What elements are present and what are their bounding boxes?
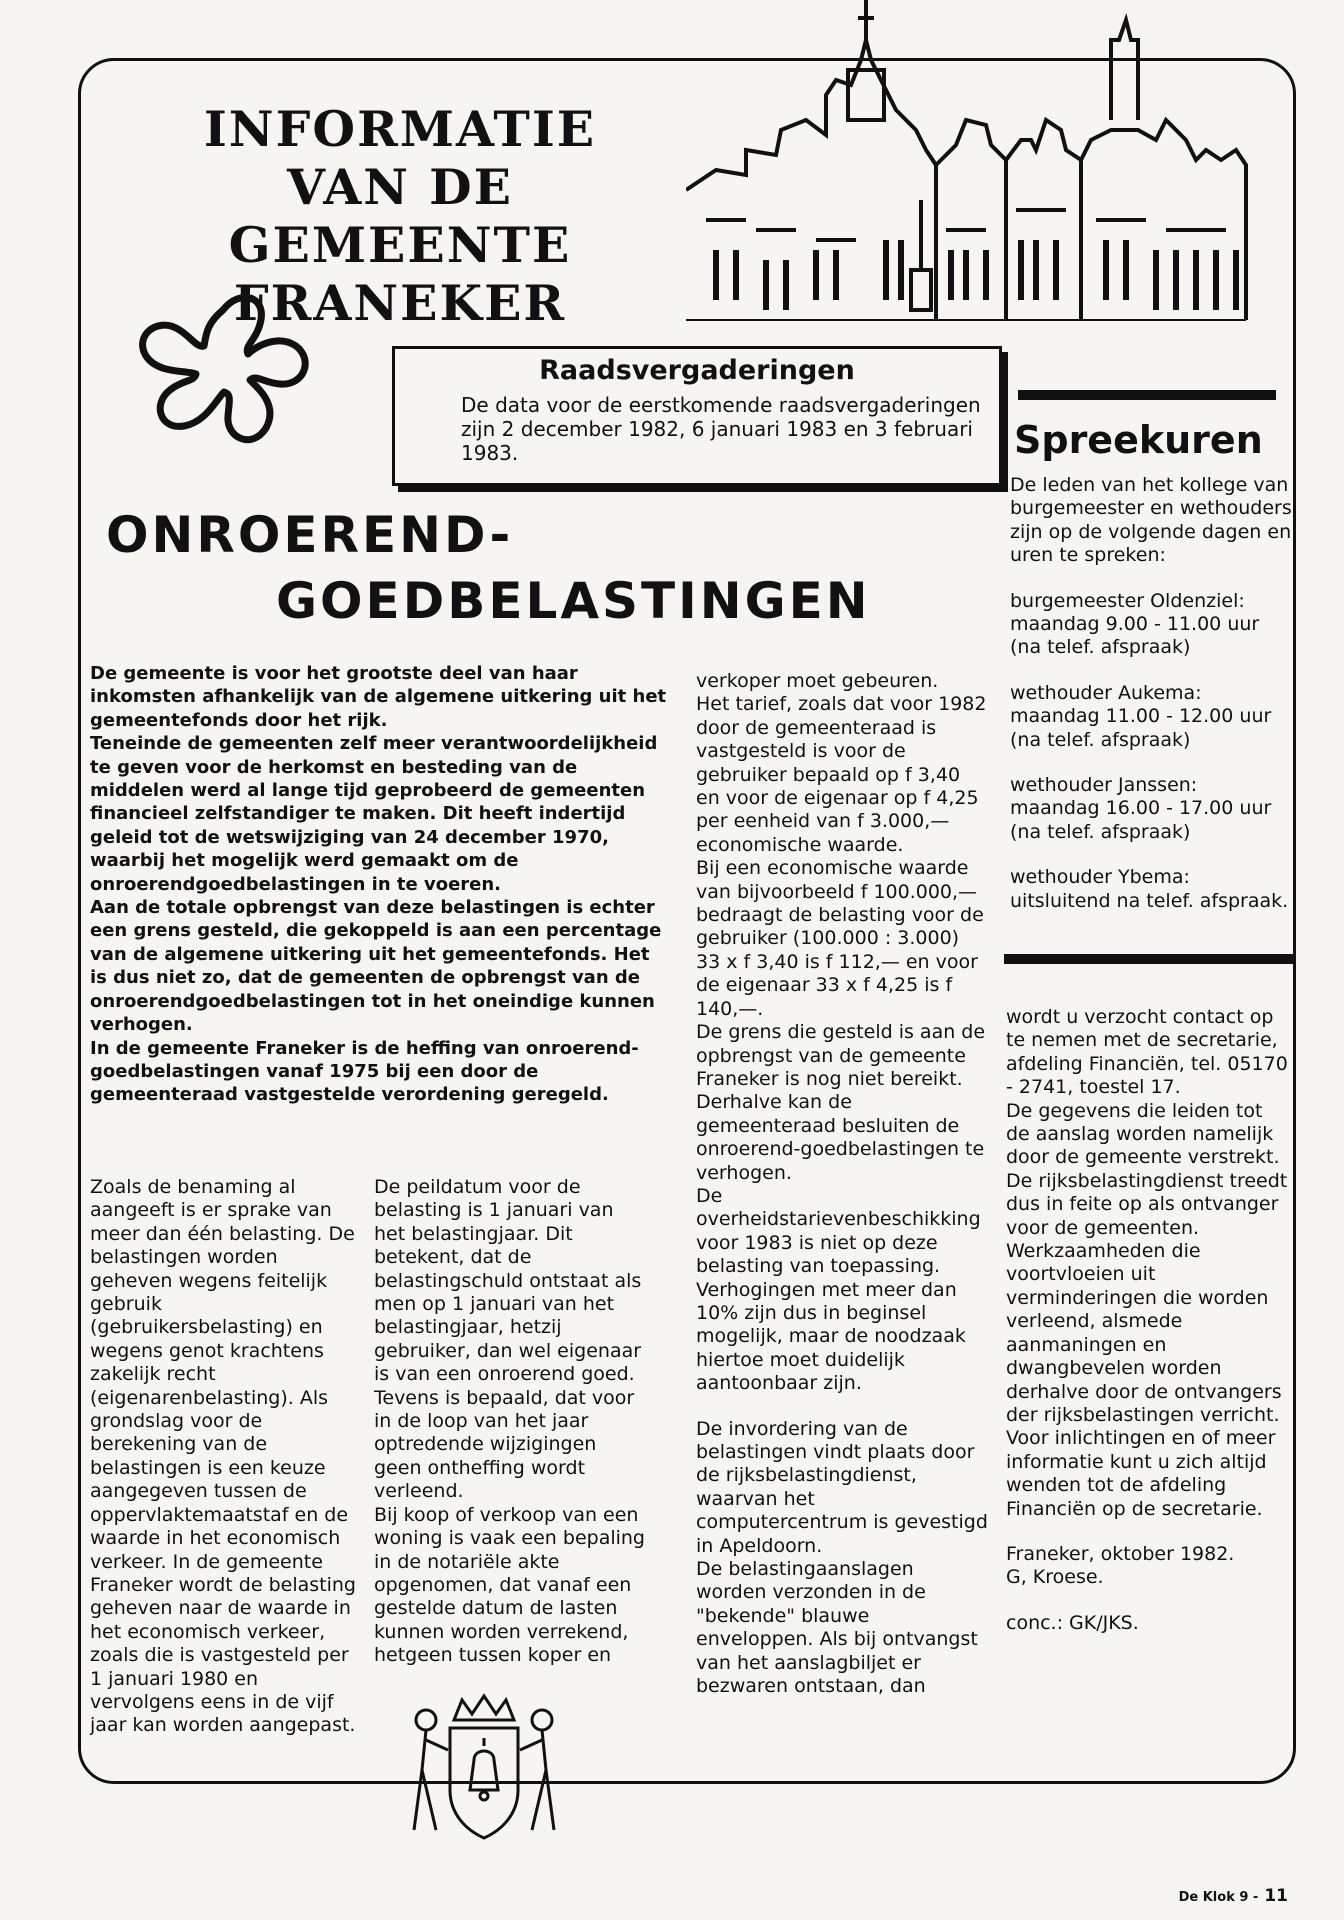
spreekuren-entry-time: uitsluitend na telef. afspraak.: [1010, 889, 1289, 912]
column-text: De gegevens die leiden tot de aanslag worden namelijk door de gemeente verstrekt. De rijksbelastingdienst treedt dus in feite op als ontvanger voor de gemeenten. Werkzaamheden die voortvloeien uit verminderingen die worden verleend, alsmede aanmaningen en dwangbevelen worden derhalve door de ontvangers der rijksbelastingen verricht.: [1006, 1099, 1288, 1426]
spreekuren-entry-name: wethouder Ybema:: [1010, 866, 1190, 889]
spreekuren-entry-time: maandag 9.00 - 11.00 uur: [1010, 613, 1260, 636]
lead-text: In de gemeente Franeker is de heffing van onroerend-goedbelastingen vanaf 1975 bij een door de gemeenteraad vastgestelde verordening geregeld.: [90, 1037, 639, 1106]
spreekuren-entry-note: (na telef. afspraak): [1010, 636, 1191, 659]
raadsvergaderingen-title: Raadsvergaderingen: [539, 355, 855, 386]
spreekuren-entry-time: maandag 11.00 - 12.00 uur: [1010, 705, 1272, 728]
spreekuren-entry-name: burgemeester Oldenziel:: [1010, 589, 1245, 612]
spreekuren-title: Spreekuren: [1014, 418, 1263, 462]
spreekuren-entry-name: wethouder Aukema:: [1010, 681, 1202, 704]
signature-concept: conc.: GK/JKS.: [1006, 1611, 1139, 1634]
column-text: Voor inlichtingen en of meer informatie kunt u zich altijd wenden tot de afdeling Financiën op de secretarie.: [1006, 1427, 1276, 1520]
townhall-illustration: [686, 0, 1256, 340]
page-footer: [1179, 1886, 1288, 1906]
divider-bottom: [1004, 954, 1294, 964]
column-3: [696, 670, 988, 1698]
footer-publication: De Klok 9 -: [1178, 1890, 1259, 1905]
divider-top: [1018, 390, 1276, 400]
column-text: Bij een economische waarde van bijvoorbeeld f 100.000,— bedraagt de belasting voor de gebruiker (100.000 : 3.000) 33 x f 3,40 is f 112,— en voor de eigenaar 33 x f 4,25 is f 140,—.: [696, 857, 984, 1020]
spreekuren-entry-note: (na telef. afspraak): [1010, 820, 1191, 843]
column-text: De grens die gesteld is aan de opbrengst van de gemeente Franeker is nog niet bereikt. Derhalve kan de gemeenteraad besluiten de onroerend-goedbelastingen te verhogen.: [696, 1021, 986, 1184]
headline-line-1: ONROEREND-: [106, 506, 514, 564]
masthead-line-3: FRANEKER: [233, 274, 567, 332]
headline-line-2: GOEDBELASTINGEN: [276, 572, 871, 630]
column-text: Het tarief, zoals dat voor 1982 door de gemeenteraad is vastgesteld is voor de gebruiker bepaald op f 3,40 en voor de eigenaar op f 4,25 per eenheid van f 3.000,— economische waarde.: [696, 693, 987, 856]
page-number: 11: [1264, 1886, 1288, 1906]
lead-text: Aan de totale opbrengst van deze belastingen is echter een grens gesteld, die gekoppeld is aan een percentage van de algemene uitkering uit het gemeentefonds. Het is dus niet zo, dat de gemeenten de opbrengst van de onroerendgoedbelastingen tot in het oneindige kunnen verhogen.: [90, 897, 662, 1036]
spreekuren-intro: De leden van het kollege van burgemeester en wethouders zijn op de volgende dagen en uren te spreken:: [1010, 474, 1292, 567]
raadsvergaderingen-box: [392, 346, 1002, 486]
spreekuren-entry-note: (na telef. afspraak): [1010, 728, 1191, 751]
masthead-line-1: INFORMATIE: [203, 100, 597, 158]
coat-of-arms-icon: [396, 1690, 572, 1850]
signature-place-date: Franeker, oktober 1982.: [1006, 1542, 1235, 1565]
column-text: De invordering van de belastingen vindt plaats door de rijksbelastingdienst, waarvan het computercentrum is gevestigd in Apeldoorn.: [696, 1417, 988, 1557]
column-4: [1006, 1006, 1290, 1635]
column-text: De belastingaanslagen worden verzonden in de "bekende" blauwe enveloppen. Als bij ontvangst van het aanslagbiljet er bezwaren ontstaan, dan: [696, 1558, 978, 1698]
column-text: De overheidstarievenbeschikking voor 1983 is niet op deze belasting van toepassing. Verhogingen met meer dan 10% zijn dus in beginsel mogelijk, maar de noodzaak hiertoe moet duidelijk aantoonbaar zijn.: [696, 1184, 981, 1395]
page-title: [106, 502, 871, 634]
column-text: Tevens is bepaald, dat voor in de loop van het jaar optredende wijzigingen geen ontheffing wordt verleend.: [374, 1386, 635, 1503]
column-text: Zoals de benaming al aangeeft is er sprake van meer dan één belasting. De belastingen worden geheven wegens feitelijk gebruik (gebruikersbelasting) en wegens genot krachtens zakelijk recht (eigenarenbelasting). Als grondslag voor de berekening van de belastingen is een keuze aangegeven tussen de oppervlaktemaatstaf en de waarde in het economisch verkeer. In de gemeente Franeker wordt de belasting geheven naar de waarde in het economisch verkeer, zoals die is vastgesteld per 1 januari 1980 en vervolgens eens in de vijf jaar kan worden aangepast.: [90, 1176, 356, 1737]
column-text: De peildatum voor de belasting is 1 januari van het belastingjaar. Dit betekent, dat de belastingschuld ontstaat als men op 1 januari van het belastingjaar, hetzij gebruiker, dan wel eigenaar is van een onroerend goed.: [374, 1176, 642, 1386]
column-text: wordt u verzocht contact op te nemen met de secretarie, afdeling Financiën, tel. 05170 - 2741, toestel 17.: [1006, 1006, 1288, 1099]
signature-name: G, Kroese.: [1006, 1566, 1104, 1589]
masthead-line-2: VAN DE GEMEENTE: [228, 158, 572, 274]
spreekuren-entry-name: wethouder Janssen:: [1010, 774, 1198, 797]
flower-logo-icon: [128, 288, 318, 458]
spreekuren-section: [1010, 474, 1292, 913]
column-1: [90, 1176, 360, 1738]
lead-paragraph: [90, 662, 670, 1107]
lead-text: De gemeente is voor het grootste deel van haar inkomsten afhankelijk van de algemene uitkering uit het gemeentefonds door het rijk.: [90, 663, 667, 731]
spreekuren-entry-time: maandag 16.00 - 17.00 uur: [1010, 797, 1272, 820]
raadsvergaderingen-text: De data voor de eerstkomende raadsvergaderingen zijn 2 december 1982, 6 januari 1983 en 3 februari 1983.: [461, 393, 981, 465]
column-2: [374, 1176, 648, 1668]
column-text: verkoper moet gebeuren.: [696, 670, 939, 692]
column-text: Bij koop of verkoop van een woning is vaak een bepaling in de notariële akte opgenomen, dat vanaf een gestelde datum de lasten kunnen worden verrekend, hetgeen tussen koper en: [374, 1503, 645, 1667]
lead-text: Teneinde de gemeenten zelf meer verantwoordelijkheid te geven voor de herkomst en besteding van de middelen werd al lange tijd geprobeerd de gemeenten financieel zelfstandiger te maken. Dit heeft indertijd geleid tot de wetswijziging van 24 december 1970, waarbij het mogelijk werd gemaakt om de onroerendgoedbelastingen in te voeren.: [90, 733, 658, 895]
